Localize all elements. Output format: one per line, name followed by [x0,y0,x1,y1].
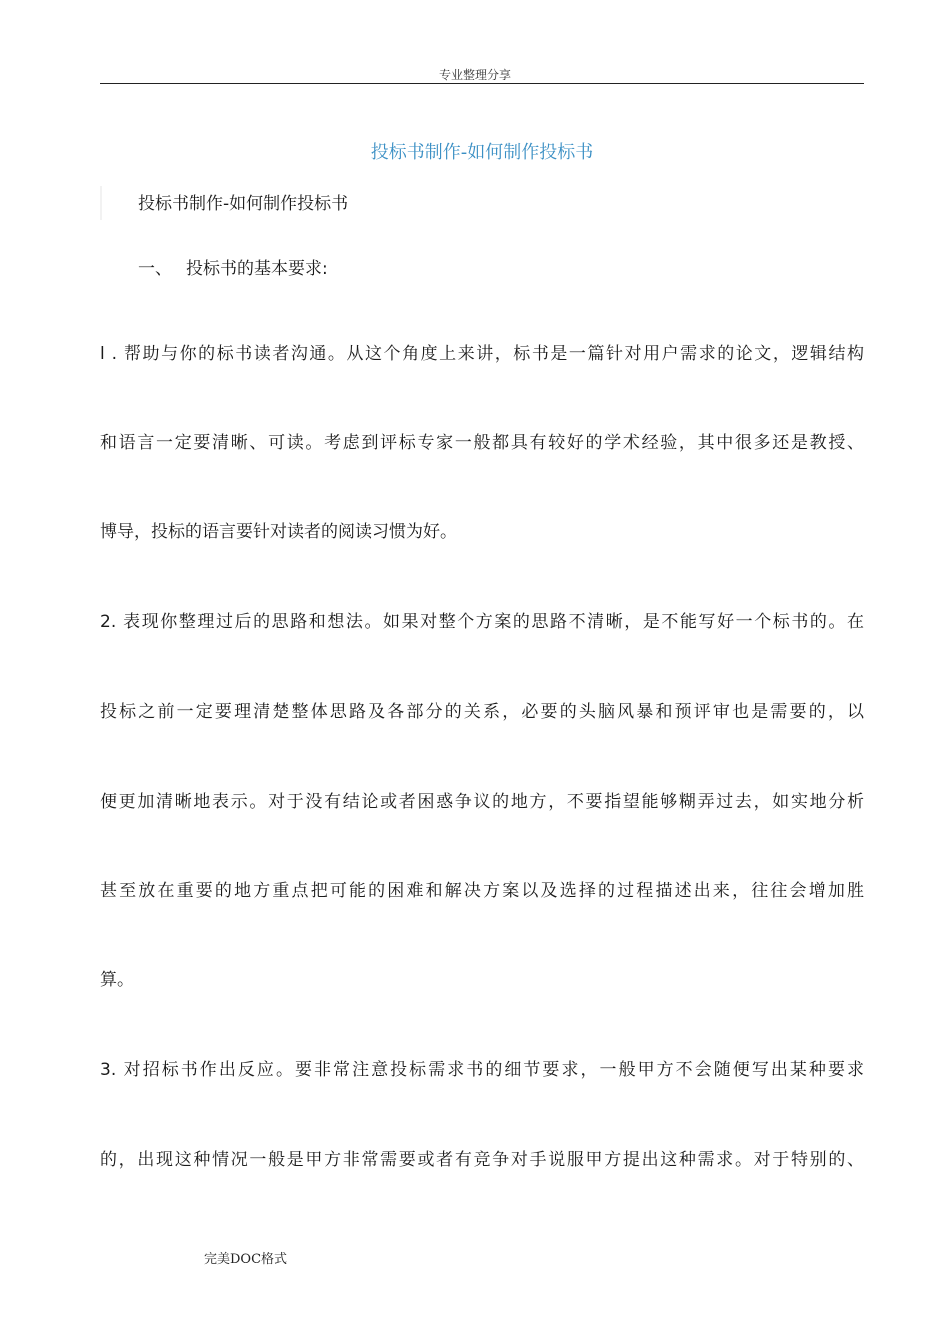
paragraph-line: l . 帮助与你的标书读者沟通。从这个角度上来讲，标书是一篇针对用户需求的论文，逻辑结构 [100,344,864,364]
paragraph-line: 和语言一定要清晰、可读。考虑到评标专家一般都具有较好的学术经验，其中很多还是教授、 [100,433,864,453]
section-number: 一、 [138,259,172,279]
paragraph-line: 甚至放在重要的地方重点把可能的困难和解决方案以及选择的过程描述出来，往往会增加胜 [100,881,864,901]
paragraph-line: 算。 [100,970,134,990]
paragraph-line: 3. 对招标书作出反应。要非常注意投标需求书的细节要求，一般甲方不会随便写出某种要求 [100,1060,864,1080]
document-subtitle: 投标书制作-如何制作投标书 [138,194,349,214]
document-title: 投标书制作-如何制作投标书 [370,142,594,163]
paragraph-line: 的，出现这种情况一般是甲方非常需要或者有竞争对手说服甲方提出这种需求。对于特别的、 [100,1150,864,1170]
page-header: 专业整理分享 [438,68,511,82]
paragraph-line: 便更加清晰地表示。对于没有结论或者困惑争议的地方，不要指望能够糊弄过去，如实地分析 [100,792,864,812]
margin-mark [100,186,102,220]
paragraph-line: 博导，投标的语言要针对读者的阅读习惯为好。 [100,522,457,542]
section-heading [138,254,328,279]
page-footer: 完美DOC格式 [204,1252,288,1267]
header-divider [100,83,864,84]
paragraph-line: 2. 表现你整理过后的思路和想法。如果对整个方案的思路不清晰，是不能写好一个标书的。在 [100,612,864,632]
section-heading-text: 投标书的基本要求: [186,259,328,279]
paragraph-line: 投标之前一定要理清楚整体思路及各部分的关系，必要的头脑风暴和预评审也是需要的，以 [100,702,864,722]
